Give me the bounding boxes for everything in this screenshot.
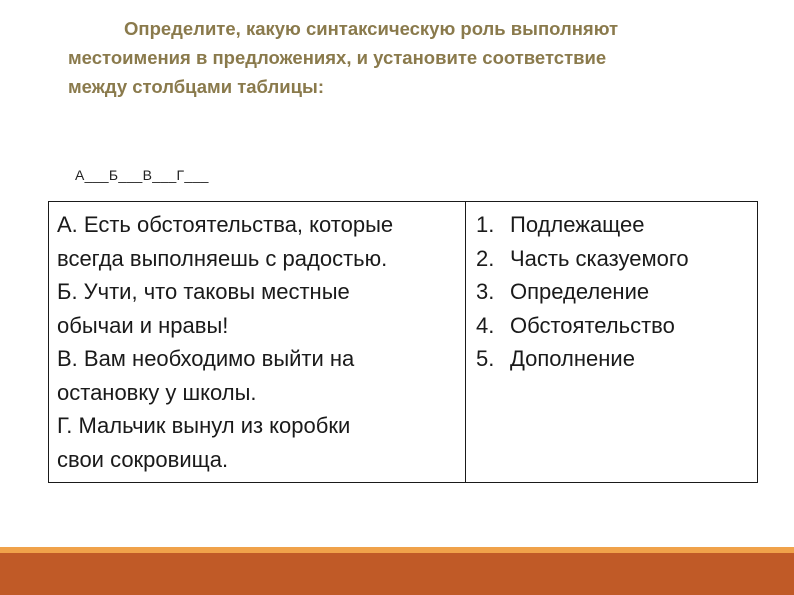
sentence-b-line-1: Б. Учти, что таковы местные <box>57 279 350 304</box>
option-3-label: Определение <box>510 279 650 304</box>
options-column <box>466 202 758 483</box>
matching-table <box>48 201 758 483</box>
instruction-line-3: между столбцами таблицы: <box>68 76 324 97</box>
sentence-b-line-2: обычаи и нравы! <box>57 312 229 338</box>
sentence-v <box>57 342 457 409</box>
sentence-b <box>57 275 457 342</box>
option-5-number: 5. <box>476 346 495 371</box>
instruction-line-2: местоимения в предложениях, и установите соответствие <box>68 47 607 68</box>
option-2-label: Часть сказуемого <box>510 245 689 271</box>
option-4-number: 4. <box>476 312 495 338</box>
option-1-label: Подлежащее <box>510 212 645 237</box>
option-4-label: Обстоятельство <box>510 312 675 338</box>
sentence-g-line-2: свои сокровища. <box>57 446 229 472</box>
option-1-number: 1. <box>476 212 495 237</box>
instruction-heading <box>68 14 748 101</box>
option-5 <box>476 342 749 376</box>
option-5-label: Дополнение <box>510 346 635 371</box>
option-3 <box>476 275 749 309</box>
option-2 <box>476 242 749 276</box>
option-2-number: 2. <box>476 245 495 271</box>
sentence-v-line-1: В. Вам необходимо выйти на <box>57 346 355 371</box>
sentence-v-line-2: остановку у школы. <box>57 379 257 405</box>
option-4 <box>476 309 749 343</box>
sentences-column <box>49 202 466 483</box>
footer-bar <box>0 553 794 595</box>
option-1 <box>476 208 749 242</box>
instruction-line-1: Определите, какую синтаксическую роль выполняют <box>124 18 619 39</box>
sentence-g <box>57 409 457 476</box>
option-3-number: 3. <box>476 279 495 304</box>
sentence-a <box>57 208 457 275</box>
sentence-g-line-1: Г. Мальчик вынул из коробки <box>57 413 351 438</box>
table-row <box>49 202 758 483</box>
sentence-a-line-2: всегда выполняешь с радостью. <box>57 245 388 271</box>
answer-template: А___Б___В___Г___ <box>75 167 209 183</box>
sentence-a-line-1: А. Есть обстоятельства, которые <box>57 212 394 237</box>
